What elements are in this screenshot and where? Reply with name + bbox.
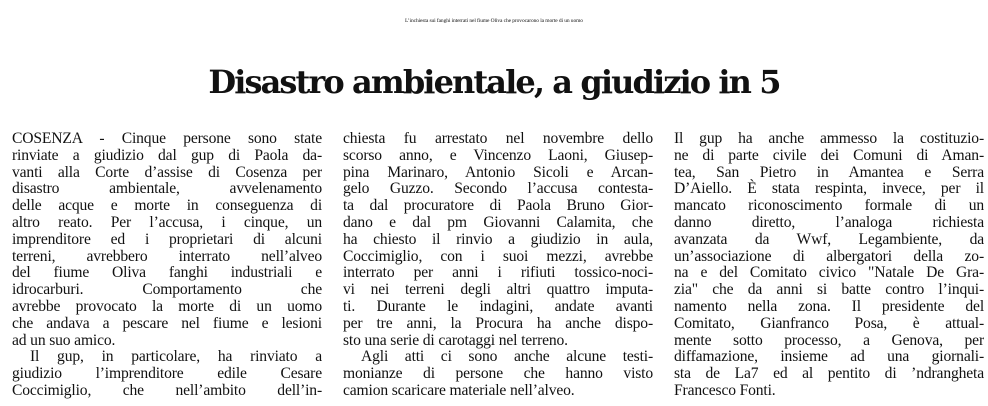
- text-line: imprenditore ed i proprietari di alcuni: [12, 230, 322, 248]
- text-line: per tre anni, la Procura ha anche dispo-: [343, 314, 653, 332]
- article-body: [12, 131, 984, 403]
- text-line: terreni, avrebbero interrato nell’alveo: [12, 247, 322, 265]
- text-line: ha chiesto il rinvio a giudizio in aula,: [343, 230, 653, 248]
- text-line: ta dal procuratore di Paola Bruno Gior-: [343, 197, 653, 215]
- text-line: monianze di persone che hanno visto: [343, 365, 653, 383]
- text-line: ti. Durante le indagini, andate avanti: [343, 297, 653, 315]
- text-line: D’Aiello. È stata respinta, invece, per il: [674, 180, 984, 198]
- text-line: ne di parte civile dei Comuni di Aman-: [674, 146, 984, 164]
- text-line: Comitato, Gianfranco Posa, è attual-: [674, 314, 984, 332]
- body-column-1: [12, 131, 322, 403]
- text-line: delle acque e morte in conseguenza di: [12, 197, 322, 215]
- text-line: dano e dal pm Giovanni Calamita, che: [343, 213, 653, 231]
- text-line: na e del Comitato civico "Natale De Gra-: [674, 264, 984, 282]
- text-line: del fiume Oliva fanghi industriali e: [12, 264, 322, 282]
- article-headline: Disastro ambientale, a giudizio in 5: [208, 63, 780, 101]
- text-line: Coccimiglio, che nell’ambito dell’in-: [12, 381, 322, 399]
- text-line: sta de La7 ed al pentito di ’ndrangheta: [674, 365, 984, 383]
- article-kicker: L’inchiesta sui fanghi interrati nel fiume Oliva che provocarono la morte di un uomo: [405, 18, 583, 24]
- text-line: chiesta fu arrestato nel novembre dello: [343, 131, 653, 147]
- text-line: Francesco Fonti.: [674, 381, 776, 399]
- text-line: scorso anno, e Vincenzo Laoni, Giusep-: [343, 146, 653, 164]
- text-line: che andava a pescare nel fiume e lesioni: [12, 314, 322, 332]
- text-line: vanti alla Corte d’assise di Cosenza per: [12, 163, 322, 181]
- text-line: Coccimiglio, con i suoi mezzi, avrebbe: [343, 247, 653, 265]
- text-line: idrocarburi. Comportamento che: [12, 281, 322, 299]
- text-line: gelo Guzzo. Secondo l’accusa contesta-: [343, 180, 653, 198]
- body-column-2: [343, 131, 653, 403]
- text-line: disastro ambientale, avvelenamento: [12, 180, 322, 198]
- text-line: mancato riconoscimento formale di un: [674, 197, 984, 215]
- text-line: avrebbe provocato la morte di un uomo: [12, 297, 322, 315]
- text-line: pina Marinaro, Antonio Sicoli e Arcan-: [343, 163, 653, 181]
- text-line: diffamazione, insieme ad una giornali-: [674, 348, 984, 366]
- text-line: camion scaricare materiale nell’alveo.: [343, 381, 575, 399]
- text-line: un’associazione di albergatori della zo-: [674, 247, 984, 265]
- text-line: tea, San Pietro in Amantea e Serra: [674, 163, 984, 181]
- body-column-3: [674, 131, 984, 403]
- text-line: namento nella zona. Il presidente del: [674, 297, 984, 315]
- text-line: altro reato. Per l’accusa, i cinque, un: [12, 213, 322, 231]
- text-line: interrato per anni i rifiuti tossico-noci-: [343, 264, 653, 282]
- text-line: danno diretto, l’analoga richiesta: [674, 213, 984, 231]
- text-line: giudizio l’imprenditore edile Cesare: [12, 365, 322, 383]
- text-line: avanzata da Wwf, Legambiente, da: [674, 230, 984, 248]
- text-line: vi nei terreni degli altri quattro imputa-: [343, 281, 653, 299]
- text-line: Il gup, in particolare, ha rinviato a: [30, 348, 322, 366]
- text-line: rinviate a giudizio dal gup di Paola da-: [12, 146, 322, 164]
- text-line: Agli atti ci sono anche alcune testi-: [361, 348, 653, 366]
- text-line: ad un suo amico.: [12, 331, 116, 349]
- text-line: zia" che da anni si batte contro l’inqui-: [674, 281, 984, 299]
- text-line: sto una serie di carotaggi nel terreno.: [343, 331, 568, 349]
- text-line: Il gup ha anche ammesso la costituzio-: [674, 131, 984, 147]
- text-line: COSENZA - Cinque persone sono state: [12, 131, 322, 147]
- text-line: mente sotto processo, a Genova, per: [674, 331, 984, 349]
